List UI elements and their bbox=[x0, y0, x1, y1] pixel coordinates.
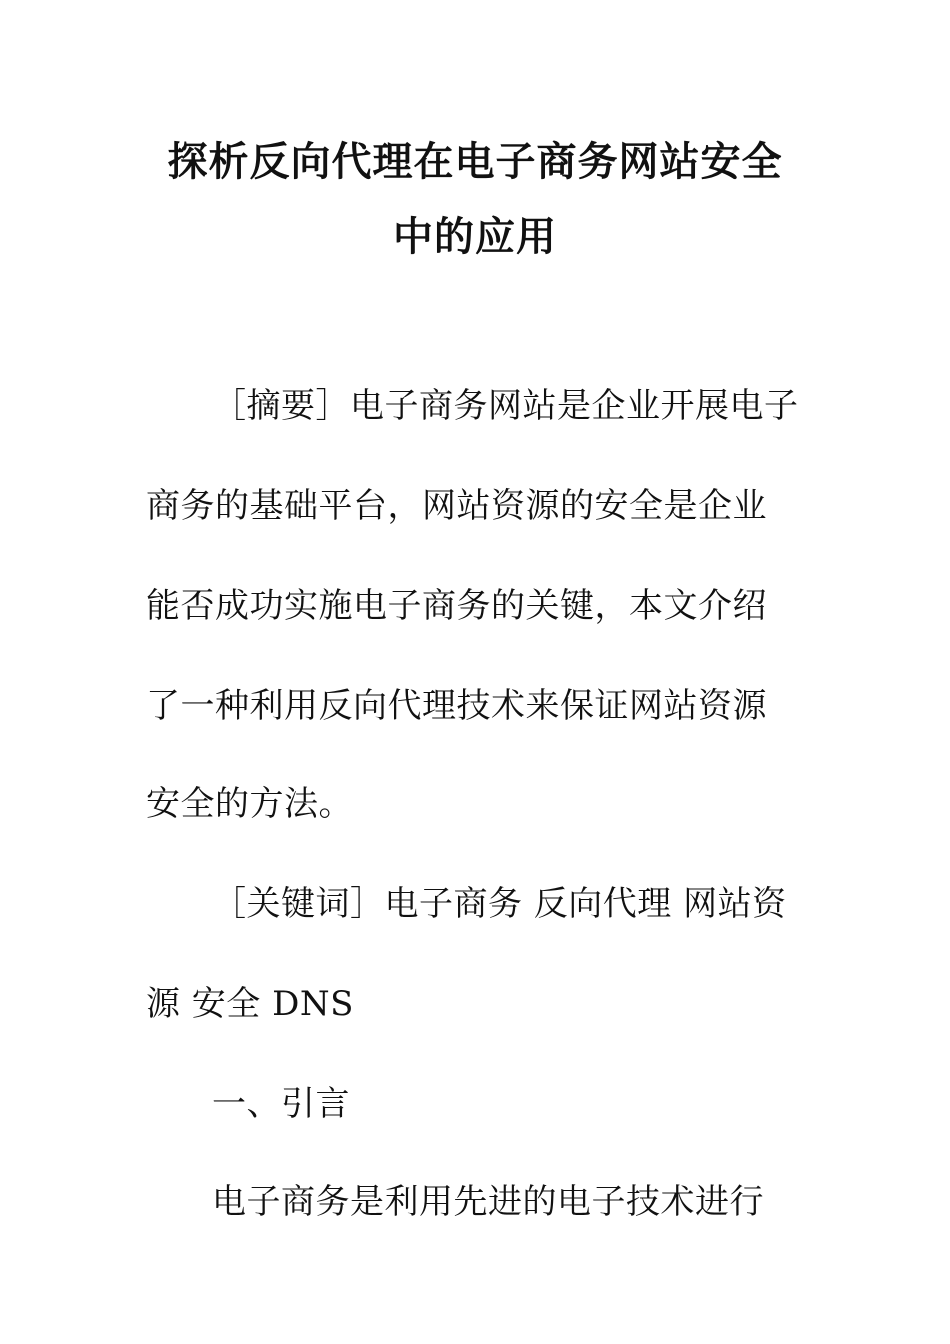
document-title-line-2: 中的应用 bbox=[393, 214, 557, 260]
section-heading: 一、引言 bbox=[212, 1084, 350, 1124]
abstract-line-5: 安全的方法。 bbox=[146, 784, 353, 824]
abstract-line-4: 了一种利用反向代理技术来保证网站资源 bbox=[146, 686, 767, 726]
abstract-line-1: ［摘要］电子商务网站是企业开展电子 bbox=[212, 386, 799, 426]
document-title-line-1: 探析反向代理在电子商务网站安全 bbox=[167, 139, 783, 185]
abstract-line-3: 能否成功实施电子商务的关键，本文介绍 bbox=[146, 586, 767, 626]
keywords-line-1: ［关键词］电子商务 反向代理 网站资 bbox=[212, 884, 787, 924]
keywords-line-2: 源 安全 DNS bbox=[146, 984, 354, 1024]
body-line-1: 电子商务是利用先进的电子技术进行 bbox=[212, 1182, 764, 1222]
abstract-line-2: 商务的基础平台，网站资源的安全是企业 bbox=[146, 486, 767, 526]
